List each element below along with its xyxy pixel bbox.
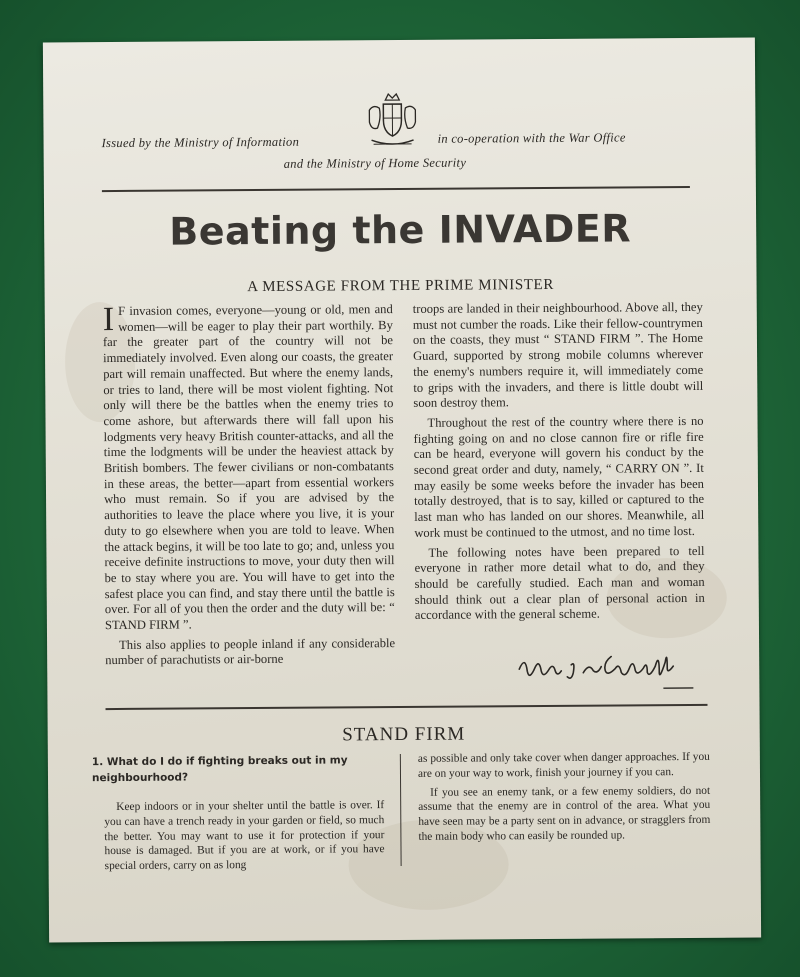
royal-coat-of-arms-icon bbox=[361, 90, 423, 152]
answer-paragraph: Keep indoors or in your shelter until the battle is over. If you can have a trench ready in your garden or field, so much the better. You may want to use it for protection if your house is damaged. But if you are at work, or if you have special orders, carry on as long bbox=[104, 799, 385, 873]
question-heading: 1. What do I do if fighting breaks out in my neighbourhood? bbox=[91, 754, 348, 785]
section-title: STAND FIRM bbox=[342, 723, 466, 746]
answer-column-right bbox=[418, 750, 711, 849]
answer-column-left bbox=[104, 798, 385, 878]
answer-paragraph: If you see an enemy tank, or a few enemy soldiers, do not assume that the enemy are in control of the area. What you have seen may be a party sent on in advance, or stragglers from the main body who can easily be rounded up. bbox=[418, 784, 711, 843]
leaflet-paper bbox=[43, 38, 761, 943]
churchill-signature bbox=[513, 646, 703, 697]
message-paragraph: The following notes have been prepared to tell everyone in rather more detail what to do, and they should be carefully studied. Each man and woman should think out a clear plan of personal action in accordance with the general scheme. bbox=[414, 543, 705, 623]
message-paragraph: Throughout the rest of the country where there is no fighting going on and no close cannon fire or rifle fire can be heard, everyone will govern his conduct by the second great order and duty, namely, “ CARRY ON ”. It may easily be some weeks before the invader has been totally destroyed, that is to say, killed or captured to the last man who has landed on our shores. Meanwhile, all work must be continued to the utmost, and no time lost. bbox=[413, 413, 705, 540]
column-divider bbox=[400, 754, 402, 866]
page-title: Beating the INVADER bbox=[169, 206, 632, 254]
drop-cap: I bbox=[102, 301, 115, 339]
message-paragraph: troops are landed in their neighbourhood. Above all, they must not cumber the roads. Like their fellow-countrymen on the coasts, they must “ STAND FIRM ”. The Home Guard, supported by strong mobile columns wherever the enemy's numbers require it, will immediately come to grips with the invaders, and there is little doubt will soon destroy them. bbox=[412, 299, 704, 411]
message-column-right bbox=[413, 300, 705, 628]
message-subtitle: A MESSAGE FROM THE PRIME MINISTER bbox=[247, 276, 554, 296]
cooperation-text: in co-operation with the War Office bbox=[437, 130, 626, 146]
message-paragraph: I F invasion comes, everyone—young or old, men and women—will be eager to play their part worthily. By far the greater part of the country will not be immediately involved. Even along our coasts, the greater part will remain unaffected. But where the enemy lands, or tries to land, there will be most violent fighting. Not only will there be the battles when the enemy tries to come ashore, but afterwards there will fall upon his lodgments very heavy British counter-attacks, and all the time the lodgments will be under the heaviest attack by British bombers. The fewer civilians or non-combatants in these areas, the better—apart from essential workers who must remain. So if you are advised by the authorities to leave the place where you live, it is your duty to go elsewhere when you are told to leave. When the attack begins, it will be too late to go; and, unless you receive definite instructions to move, your duty then will be to stay where you are. You will have to get into the safest place you can find, and stay there until the battle is over. For all of you then the order and the duty will be: “ STAND FIRM ”. bbox=[102, 301, 395, 633]
answer-paragraph: as possible and only take cover when danger approaches. If you are on your way to work, finish your journey if you can. bbox=[417, 750, 710, 780]
message-paragraph: This also applies to people inland if any considerable number of parachutists or air-borne bbox=[105, 635, 396, 668]
ministry-home-security-text: and the Ministry of Home Security bbox=[283, 155, 467, 171]
issued-by-text: Issued by the Ministry of Information bbox=[101, 134, 300, 151]
leaflet-header bbox=[83, 88, 716, 192]
message-column-left bbox=[103, 302, 396, 673]
section-divider bbox=[106, 704, 708, 710]
